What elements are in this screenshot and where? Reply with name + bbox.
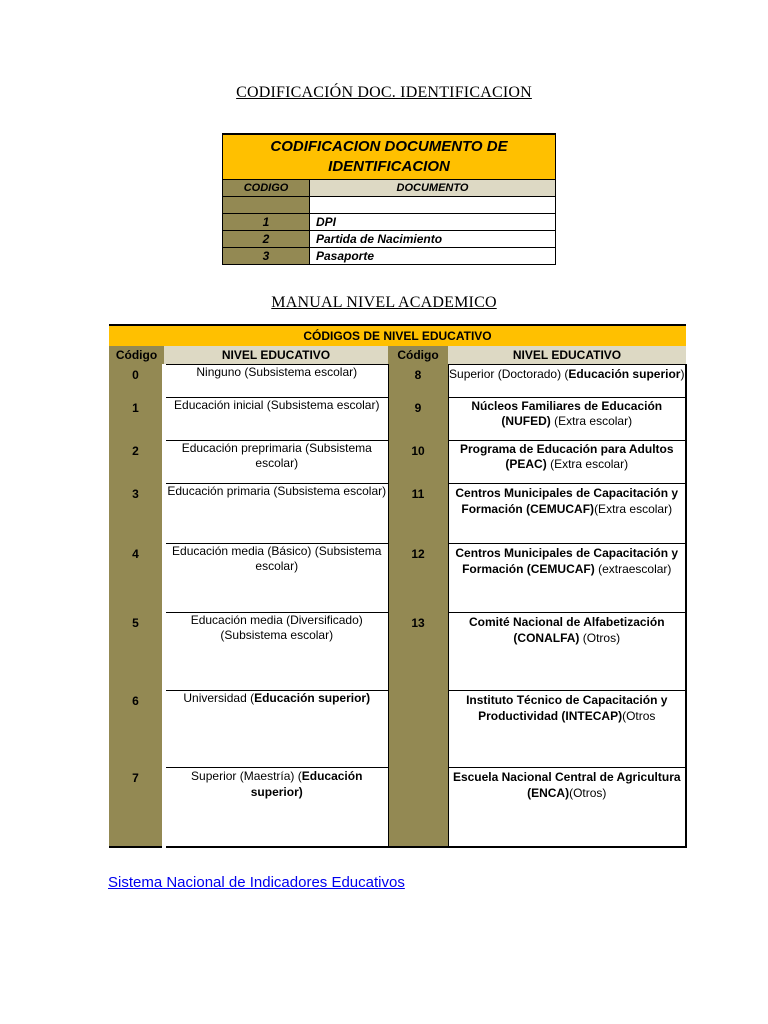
level-cell: Universidad (Educación superior) (164, 691, 388, 768)
level-cell: Escuela Nacional Central de Agricultura (ENCA)(Otros) (448, 768, 686, 847)
code-cell: 3 (109, 484, 164, 544)
table-row (109, 441, 686, 484)
code-cell: 1 (223, 214, 310, 231)
level-cell: Superior (Maestría) (Educación superior) (164, 768, 388, 847)
code-cell: 12 (388, 544, 448, 613)
code-cell: 3 (223, 248, 310, 265)
level-cell: Núcleos Familiares de Educación (NUFED) (Extra escolar) (448, 398, 686, 441)
table-row (223, 248, 556, 265)
level-cell: Instituto Técnico de Capacitación y Productividad (INTECAP)(Otros (448, 691, 686, 768)
education-level-codes-table (109, 324, 687, 848)
table-row (109, 484, 686, 544)
table1-header-code: CODIGO (223, 180, 310, 197)
table-row (223, 197, 556, 214)
table-row (109, 398, 686, 441)
level-cell: Educación primaria (Subsistema escolar) (164, 484, 388, 544)
level-cell: Ninguno (Subsistema escolar) (164, 365, 388, 398)
code-cell: 9 (388, 398, 448, 441)
table1-header-document: DOCUMENTO (310, 180, 556, 197)
header-level-right: NIVEL EDUCATIVO (448, 346, 686, 365)
header-code-left: Código (109, 346, 164, 365)
level-cell: Programa de Educación para Adultos (PEAC) (Extra escolar) (448, 441, 686, 484)
code-cell: 0 (109, 365, 164, 398)
level-cell: Centros Municipales de Capacitación y Formación (CEMUCAF) (extraescolar) (448, 544, 686, 613)
table-row (223, 231, 556, 248)
code-cell: 13 (388, 613, 448, 691)
table-row (109, 768, 686, 847)
level-cell: Educación media (Diversificado) (Subsistema escolar) (164, 613, 388, 691)
section-title: MANUAL NIVEL ACADEMICO (271, 294, 497, 311)
code-cell: 6 (109, 691, 164, 768)
header-code-right: Código (388, 346, 448, 365)
indicators-system-link[interactable]: Sistema Nacional de Indicadores Educativos (108, 874, 405, 891)
document-cell: Partida de Nacimiento (310, 231, 556, 248)
code-cell: 11 (388, 484, 448, 544)
table-row (223, 214, 556, 231)
code-cell (388, 768, 448, 847)
header-level-left: NIVEL EDUCATIVO (164, 346, 388, 365)
table1-title: CODIFICACION DOCUMENTO DE IDENTIFICACION (223, 134, 556, 180)
code-cell: 1 (109, 398, 164, 441)
table-row (109, 365, 686, 398)
code-cell: 2 (223, 231, 310, 248)
document-cell: Pasaporte (310, 248, 556, 265)
identification-codes-table (222, 133, 556, 265)
code-cell: 4 (109, 544, 164, 613)
table-row (109, 544, 686, 613)
code-cell: 8 (388, 365, 448, 398)
code-cell: 7 (109, 768, 164, 847)
code-cell: 2 (109, 441, 164, 484)
code-cell (223, 197, 310, 214)
level-cell: Superior (Doctorado) (Educación superior) (448, 365, 686, 398)
level-cell: Educación media (Básico) (Subsistema escolar) (164, 544, 388, 613)
level-cell: Centros Municipales de Capacitación y Formación (CEMUCAF)(Extra escolar) (448, 484, 686, 544)
level-cell: Comité Nacional de Alfabetización (CONALFA) (Otros) (448, 613, 686, 691)
table2-caption: CÓDIGOS DE NIVEL EDUCATIVO (109, 325, 686, 346)
document-cell (310, 197, 556, 214)
code-cell (388, 691, 448, 768)
code-cell: 10 (388, 441, 448, 484)
level-cell: Educación preprimaria (Subsistema escolar) (164, 441, 388, 484)
level-cell: Educación inicial (Subsistema escolar) (164, 398, 388, 441)
document-title: CODIFICACIÓN DOC. IDENTIFICACION (236, 84, 532, 101)
document-cell: DPI (310, 214, 556, 231)
code-cell: 5 (109, 613, 164, 691)
table-row (109, 613, 686, 691)
table-row (109, 691, 686, 768)
